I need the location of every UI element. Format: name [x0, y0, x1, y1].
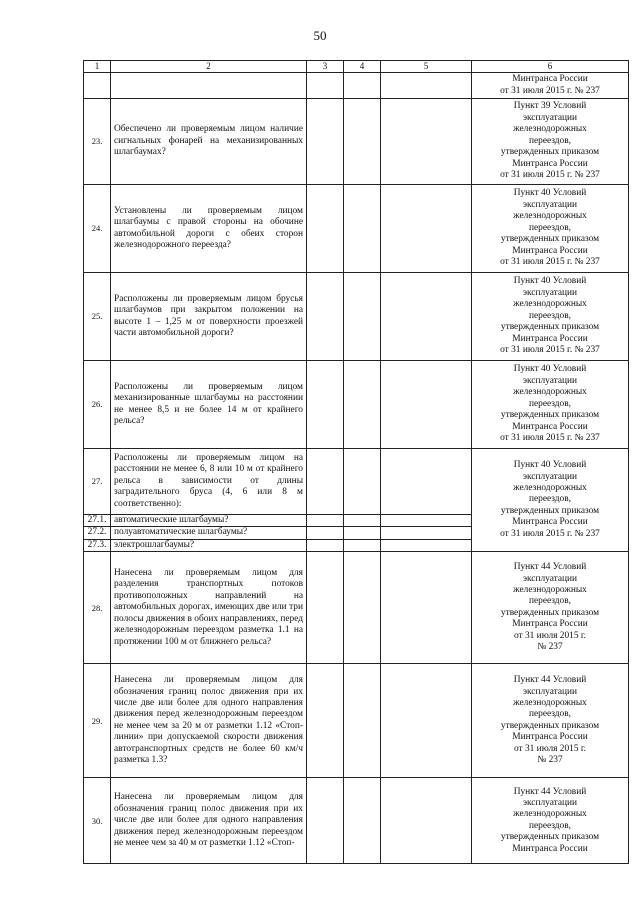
question-text: автоматические шлагбаумы? [111, 515, 307, 527]
header-col-6: 6 [472, 61, 629, 73]
row-number: 27. [84, 449, 111, 515]
ref-cell: Пункт 39 Условий эксплуатации железнодорожных переездов, утвержденных приказом Минтранса России от 31 июля 2015 г. № 237 [472, 99, 629, 185]
table-row [84, 664, 629, 778]
header-col-2: 2 [111, 61, 307, 73]
question-text: Установлены ли проверяемым лицом шлагбаумы с правой стороны на обочине автомобильной дороги с обеих сторон железнодорожного переезда? [111, 185, 307, 273]
question-text: электрошлагбаумы? [111, 539, 307, 551]
ref-cell: Пункт 40 Условий эксплуатации железнодорожных переездов, утвержденных приказом Минтранса России от 31 июля 2015 г. № 237 [472, 449, 629, 552]
question-text: Расположены ли проверяемым лицом брусья шлагбаумов при закрытом положении на высоте 1 – 1,25 м от поверхности проезжей части автомобильной дороги? [111, 273, 307, 361]
ref-cell: Пункт 44 Условий эксплуатации железнодорожных переездов, утвержденных приказом Минтранса России [472, 778, 629, 864]
row-number: 28. [84, 552, 111, 664]
row-number: 27.2. [84, 527, 111, 539]
ref-cell: Пункт 44 Условий эксплуатации железнодорожных переездов, утвержденных приказом Минтранса России от 31 июля 2015 г. № 237 [472, 552, 629, 664]
question-text: Расположены ли проверяемым лицом механизированные шлагбаумы на расстоянии не менее 8,5 и не более 14 м от крайнего рельса? [111, 361, 307, 449]
header-col-3: 3 [307, 61, 344, 73]
checklist-table [83, 60, 629, 864]
table-row [84, 273, 629, 361]
table-header-row [84, 61, 629, 73]
table-row [84, 361, 629, 449]
row-number: 30. [84, 778, 111, 864]
ref-cell: Минтранса России от 31 июля 2015 г. № 237 [472, 73, 629, 99]
question-text: полуавтоматические шлагбаумы? [111, 527, 307, 539]
table-row [84, 99, 629, 185]
row-number: 26. [84, 361, 111, 449]
question-text: Обеспечено ли проверяемым лицом наличие сигнальных фонарей на механизированных шлагбаумах? [111, 99, 307, 185]
row-number: 23. [84, 99, 111, 185]
ref-cell: Пункт 40 Условий эксплуатации железнодорожных переездов, утвержденных приказом Минтранса России от 31 июля 2015 г. № 237 [472, 361, 629, 449]
question-text: Нанесена ли проверяемым лицом для обозначения границ полос движения при их числе две или более для одного направления движения перед железнодорожным переездом не менее чем за 20 м от разметки 1.12 «Стоп-линии» при допускаемой скорости движения автотранспортных средств не более 60 км/ч разметка 1.3? [111, 664, 307, 778]
question-text: Расположены ли проверяемым лицом на расстоянии не менее 6, 8 или 10 м от крайнего рельса в зависимости от длины заградительного бруса (4, 6 или 8 м соответственно): [111, 449, 307, 515]
row-number: 27.1. [84, 515, 111, 527]
ref-cell: Пункт 40 Условий эксплуатации железнодорожных переездов, утвержденных приказом Минтранса России от 31 июля 2015 г. № 237 [472, 273, 629, 361]
row-number: 24. [84, 185, 111, 273]
header-col-4: 4 [344, 61, 381, 73]
table-row-continuation [84, 73, 629, 99]
page-number: 50 [313, 28, 327, 43]
header-col-5: 5 [381, 61, 472, 73]
row-number: 25. [84, 273, 111, 361]
table-row [84, 552, 629, 664]
ref-cell: Пункт 40 Условий эксплуатации железнодорожных переездов, утвержденных приказом Минтранса России от 31 июля 2015 г. № 237 [472, 185, 629, 273]
ref-cell: Пункт 44 Условий эксплуатации железнодорожных переездов, утвержденных приказом Минтранса России от 31 июля 2015 г. № 237 [472, 664, 629, 778]
question-text: Нанесена ли проверяемым лицом для обозначения границ полос движения при их числе две или более для одного направления движения перед железнодорожным переездом не менее чем за 40 м от разметки 1.12 «Стоп- [111, 778, 307, 864]
table-row [84, 449, 629, 515]
table-row [84, 778, 629, 864]
table-row [84, 185, 629, 273]
row-number: 27.3. [84, 539, 111, 551]
header-col-1: 1 [84, 61, 111, 73]
question-text: Нанесена ли проверяемым лицом для разделения транспортных потоков противоположных направлений на автомобильных дорогах, имеющих две или три полосы движения в обоих направлениях, перед железнодорожным переездом разметка 1.1 на протяжении 100 м от ближнего рельса? [111, 552, 307, 664]
row-number: 29. [84, 664, 111, 778]
